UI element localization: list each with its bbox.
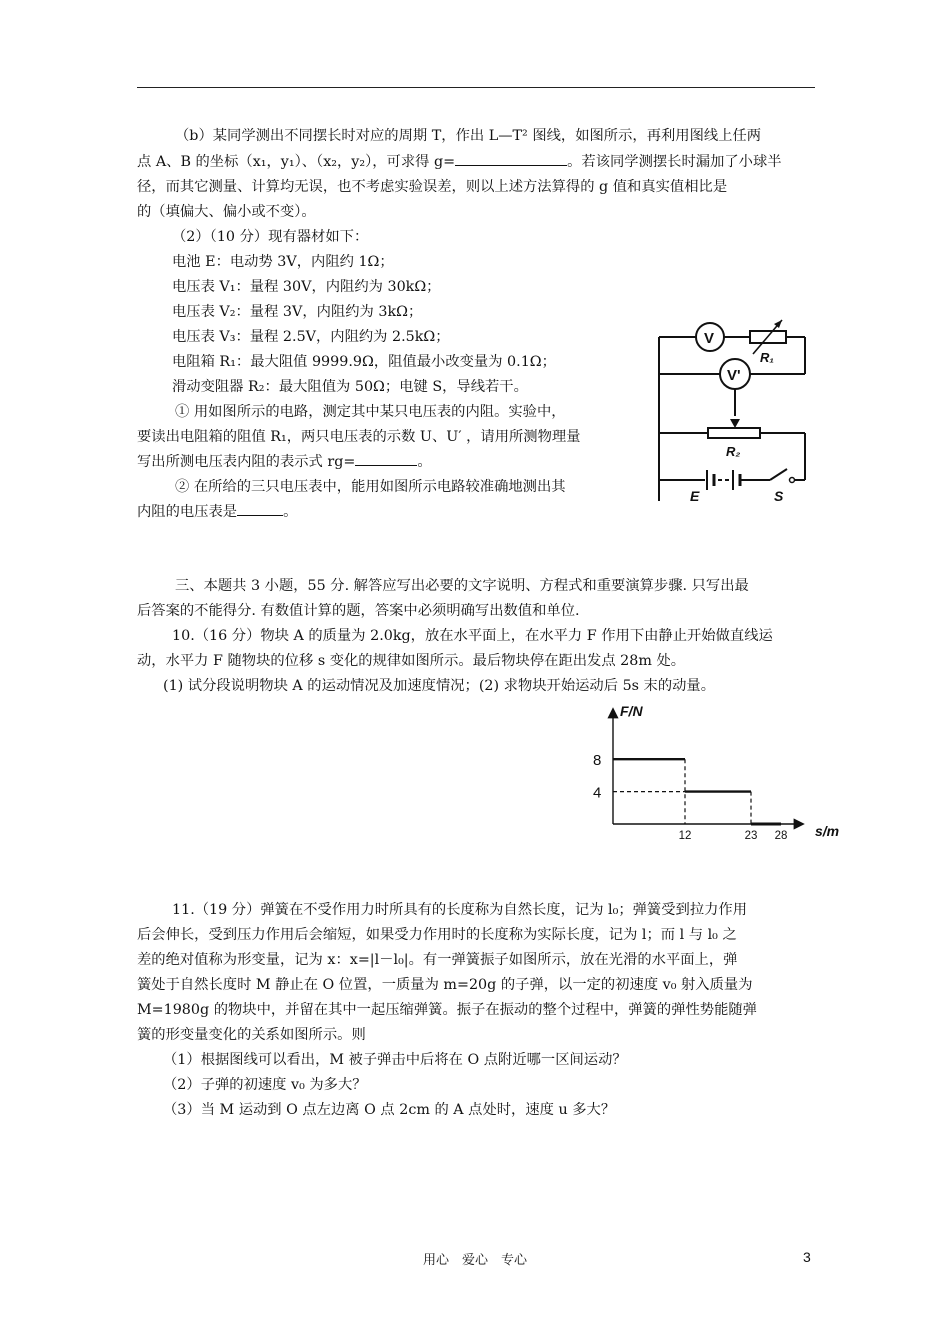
x-tick-label: 12	[678, 830, 692, 842]
page-footer: 用心 爱心 专心	[422, 1253, 527, 1268]
q9b-line2b: 。若该同学测摆长时漏加了小球半	[567, 154, 782, 170]
answer-blank-g[interactable]	[455, 150, 567, 166]
q9b-line4: 的（填偏大、偏小或不变）。	[137, 204, 316, 220]
rheostat-r2-icon	[708, 428, 760, 438]
q9-2-heading: （2）（10 分）现有器材如下：	[172, 229, 369, 245]
q11-line5: M=1980g 的物块中，并留在其中一起压缩弹簧。振子在振动的整个过程中，弹簧的弹性势能随弹	[137, 1002, 757, 1018]
q11-sub1: （1）根据图线可以看出，M 被子弹击中后将在 O 点附近哪一区间运动？	[163, 1052, 627, 1068]
sub-question-1b: 要读出电阻箱的阻值 R₁，两只电压表的示数 U、U′ ，请用所测物理量	[137, 429, 581, 445]
sub-question-1c-end: 。	[417, 454, 432, 470]
y-axis-label: F/N	[620, 703, 643, 719]
equipment-r2: 滑动变阻器 R₂：最大阻值为 50Ω；电键 S，导线若干。	[172, 379, 528, 395]
section-three-line1: 三、本题共 3 小题，55 分. 解答应写出必要的文字说明、方程式和重要演算步骤. 只写出最	[175, 578, 749, 594]
answer-blank-voltmeter[interactable]	[237, 500, 283, 516]
q11-sub2: （2）子弹的初速度 v₀ 为多大？	[163, 1077, 367, 1093]
answer-blank-rg[interactable]	[355, 450, 417, 466]
rheostat-r2-label: R₂	[726, 444, 741, 459]
q10-line2: 动，水平力 F 随物块的位移 s 变化的规律如图所示。最后物块停在距出发点 28m 处。	[137, 653, 686, 669]
q10-line1: 10.（16 分）物块 A 的质量为 2.0kg，放在水平面上，在水平力 F 作用下由静止开始做直线运	[172, 628, 773, 644]
resistor-r1-label: R₁	[760, 350, 774, 365]
header-rule	[137, 87, 815, 88]
q11-sub3: （3）当 M 运动到 O 点左边离 O 点 2cm 的 A 点处时，速度 u 多大？	[163, 1102, 616, 1118]
q11-line3: 差的绝对值称为形变量，记为 x：x=|l－l₀|。有一弹簧振子如图所示，放在光滑的水平面上，弹	[137, 952, 738, 968]
force-displacement-chart	[580, 702, 855, 847]
y-tick-label: 4	[593, 784, 602, 802]
voltmeter-v-label: V	[704, 330, 715, 347]
equipment-v1: 电压表 V₁：量程 30V，内阻约为 30kΩ；	[172, 279, 441, 295]
switch-label: S	[774, 488, 784, 504]
x-axis-label: s/m	[815, 823, 840, 839]
equipment-r1: 电阻箱 R₁：最大阻值 9999.9Ω，阻值最小改变量为 0.1Ω；	[172, 354, 556, 370]
q11-line4: 簧处于自然长度时 M 静止在 O 位置，一质量为 m=20g 的子弹，以一定的初速度 v₀ 射入质量为	[137, 977, 753, 993]
voltmeter-vprime-label: V'	[727, 367, 741, 384]
x-tick-label: 28	[774, 830, 788, 842]
equipment-v3: 电压表 V₃：量程 2.5V，内阻约为 2.5kΩ；	[172, 329, 450, 345]
battery-label: E	[690, 488, 700, 504]
q11-line2: 后会伸长，受到压力作用后会缩短，如果受力作用时的长度称为实际长度，记为 l；而 l 与 l₀ 之	[137, 927, 737, 943]
x-tick-label: 23	[744, 830, 758, 842]
q9b-line2a: 点 A、B 的坐标（x₁，y₁）、（x₂，y₂），可求得 g=	[137, 154, 456, 170]
q9b-line3: 径，而其它测量、计算均无误，也不考虑实验误差，则以上述方法算得的 g 值和真实值相比是	[137, 179, 728, 195]
battery-icon	[707, 470, 750, 490]
q11-line6: 簧的形变量变化的关系如图所示。则	[137, 1027, 366, 1043]
sub-question-2a: ② 在所给的三只电压表中，能用如图所示电路较准确地测出其	[175, 479, 566, 495]
section-three-line2: 后答案的不能得分. 有数值计算的题，答案中必须明确写出数值和单位.	[137, 603, 580, 619]
q10-line3: (1) 试分段说明物块 A 的运动情况及加速度情况；(2) 求物块开始运动后 5s 末的动量。	[163, 678, 716, 694]
sub-question-2b-text: 内阻的电压表是	[137, 504, 238, 520]
sub-question-2b	[137, 500, 297, 525]
sub-question-1c	[137, 450, 432, 475]
q9b-line1: （b）某同学测出不同摆长时对应的周期 T，作出 L—T² 图线，如图所示，再利用图线上任两	[175, 128, 762, 144]
sub-question-2b-end: 。	[283, 504, 298, 520]
circuit-diagram	[650, 318, 815, 508]
y-tick-label: 8	[593, 752, 602, 770]
q11-line1: 11.（19 分）弹簧在不受作用力时所具有的长度称为自然长度，记为 l₀；弹簧受到拉力作用	[172, 902, 748, 918]
page-number: 3	[803, 1249, 811, 1265]
sub-question-1a: ① 用如图所示的电路，测定其中某只电压表的内阻。实验中，	[175, 404, 566, 420]
equipment-battery: 电池 E：电动势 3V，内阻约 1Ω；	[172, 254, 394, 270]
q9b-line2	[137, 150, 782, 175]
switch-icon	[770, 469, 795, 483]
sub-question-1c-text: 写出所测电压表内阻的表示式 rg=	[137, 454, 356, 470]
equipment-v2: 电压表 V₂：量程 3V，内阻约为 3kΩ；	[172, 304, 423, 320]
